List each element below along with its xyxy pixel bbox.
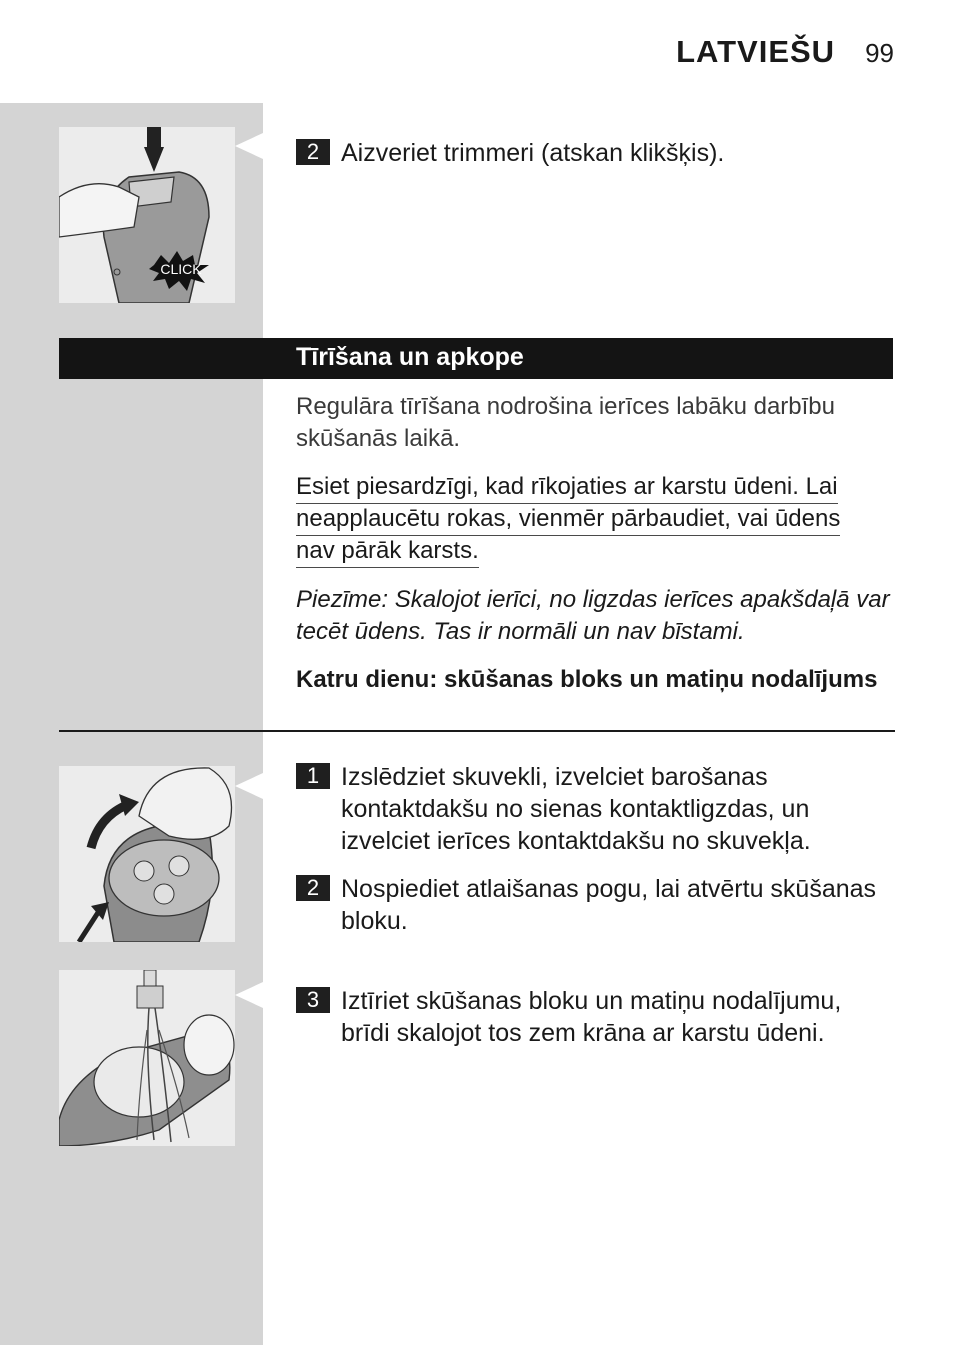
rinse-illustration xyxy=(59,970,235,1146)
warning-line: nav pārāk karsts. xyxy=(296,536,479,568)
illustration-pointer xyxy=(235,982,263,1008)
note-paragraph: Piezīme: Skalojot ierīci, no ligzdas ierīces apakšdaļā var tecēt ūdens. Tas ir normāli un nav bīstami. xyxy=(296,586,890,645)
step-number-badge: 2 xyxy=(296,875,330,901)
step-text: Iztīriet skūšanas bloku un matiņu nodalījumu, brīdi skalojot tos zem krāna ar karstu ūdeni. xyxy=(341,987,842,1047)
illustration-pointer xyxy=(235,133,263,159)
section-heading-bar xyxy=(59,338,893,379)
warning-line: neapplaucētu rokas, vienmēr pārbaudiet, vai ūdens xyxy=(296,504,840,536)
shaver-rinse-drawing xyxy=(59,970,235,1146)
trimmer-illustration xyxy=(59,127,235,303)
subheading: Katru dienu: skūšanas bloks un matiņu nodalījums xyxy=(296,666,878,693)
step-text: Nospiediet atlaišanas pogu, lai atvērtu skūšanas bloku. xyxy=(341,875,877,935)
step-1 xyxy=(296,761,896,857)
step-trimmer-close xyxy=(296,137,896,169)
step-text: Izslēdziet skuvekli, izvelciet barošanas kontaktdakšu no sienas kontaktligzdas, un izvelciet ierīces kontaktdakšu no skuvekļa. xyxy=(341,763,811,855)
step-number-badge: 2 xyxy=(296,139,330,165)
warning-paragraph xyxy=(296,472,896,568)
step-number-badge: 1 xyxy=(296,763,330,789)
language-title: LATVIEŠU xyxy=(676,34,836,69)
intro-paragraph: Regulāra tīrīšana nodrošina ierīces labāku darbību skūšanās laikā. xyxy=(296,393,835,452)
section-title: Tīrīšana un apkope xyxy=(296,343,524,371)
open-unit-illustration xyxy=(59,766,235,942)
shaver-trimmer-drawing xyxy=(59,127,235,303)
click-label: CLICK xyxy=(160,261,202,277)
page-header xyxy=(676,34,894,70)
step-2 xyxy=(296,873,896,937)
warning-line: Esiet piesardzīgi, kad rīkojaties ar karstu ūdeni. Lai xyxy=(296,472,838,504)
section-divider xyxy=(59,730,895,732)
step-number-badge: 3 xyxy=(296,987,330,1013)
step-3 xyxy=(296,985,896,1049)
step-text: Aizveriet trimmeri (atskan klikšķis). xyxy=(341,139,725,167)
shaver-open-drawing xyxy=(59,766,235,942)
illustration-pointer xyxy=(235,773,263,799)
page-number: 99 xyxy=(865,38,894,68)
